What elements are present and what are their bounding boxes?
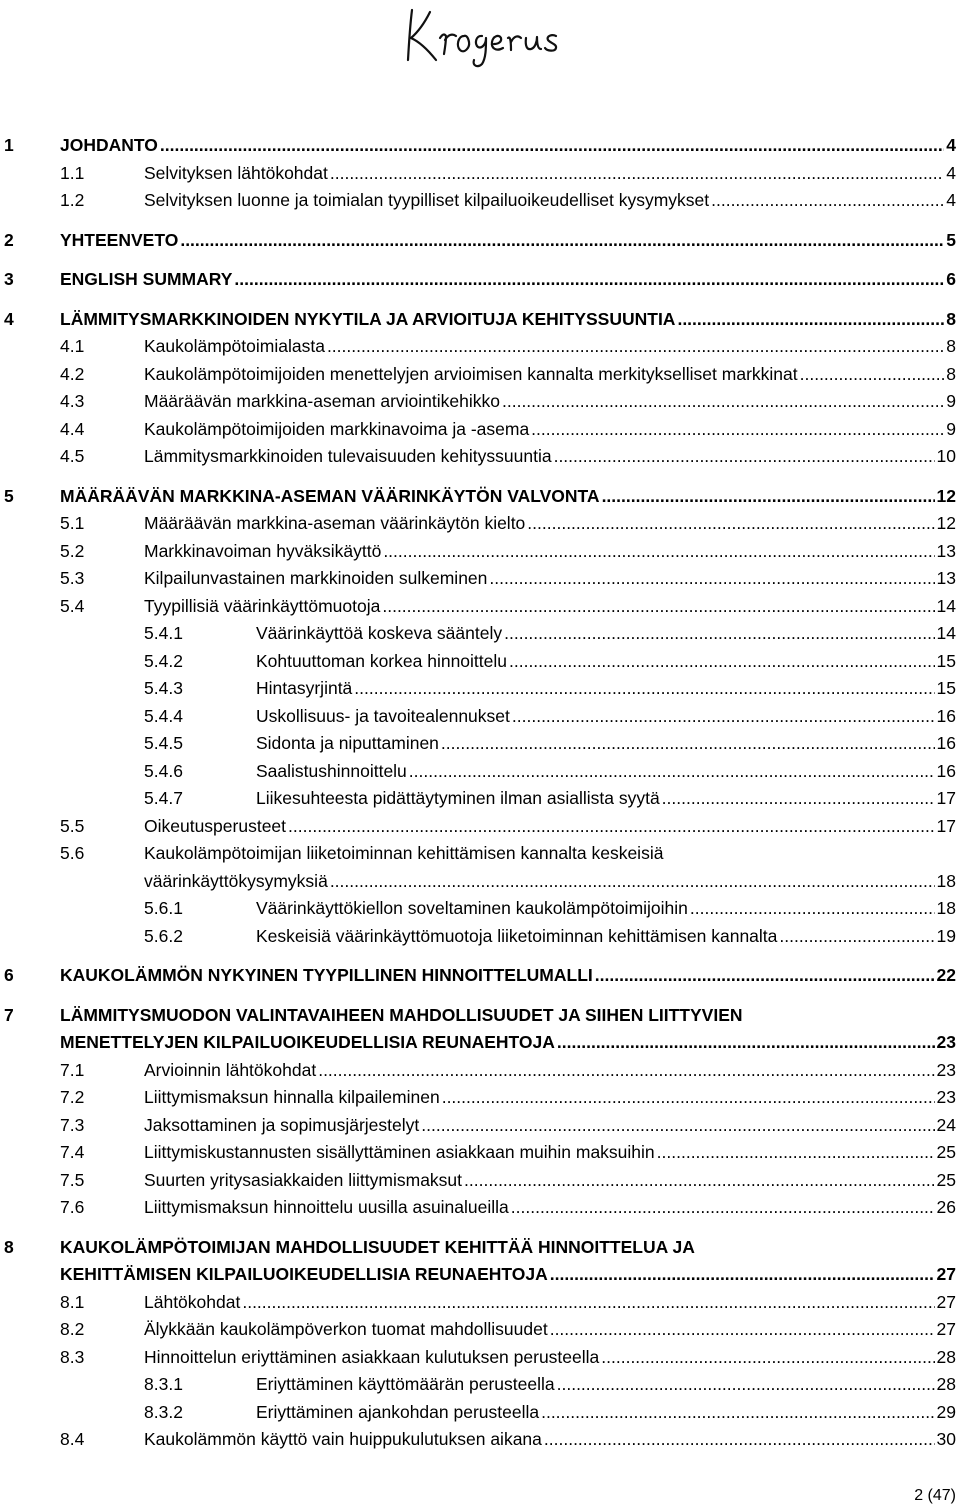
toc-page-number: 23 (936, 1087, 956, 1107)
toc-number: 7.5 (60, 1169, 85, 1190)
toc-page-number: 16 (936, 760, 956, 781)
toc-number: 5.6.2 (144, 925, 183, 946)
toc-page-number: 12 (936, 485, 956, 506)
toc-page-number: 18 (936, 898, 956, 918)
toc-page-number: 5 (946, 229, 956, 250)
toc-row[interactable] (0, 538, 960, 565)
toc-page-number: 17 (936, 815, 956, 836)
toc-page-number: 14 (936, 623, 956, 643)
toc-dot-leader (409, 758, 935, 785)
toc-row[interactable] (0, 1426, 960, 1453)
toc-number: 8.3.1 (144, 1374, 183, 1394)
toc-title: Markkinavoiman hyväksikäyttö (144, 540, 382, 561)
toc-dot-leader (288, 813, 935, 840)
toc-dot-leader (160, 132, 944, 159)
toc-title-continued: KEHITTÄMISEN KILPAILUOIKEUDELLISIA REUNAEHTOJA (60, 1264, 548, 1284)
toc-dot-leader (554, 443, 935, 470)
toc-title: Hintasyrjintä (256, 678, 353, 698)
toc-page-number: 24 (936, 1114, 956, 1135)
toc-number: 1.2 (60, 190, 85, 210)
toc-dot-leader (382, 593, 934, 620)
toc-page-number: 16 (936, 733, 956, 753)
toc-row[interactable] (0, 730, 960, 757)
toc-page-number: 12 (936, 513, 956, 533)
toc-page-number: 4 (946, 162, 956, 183)
toc-page-number: 19 (936, 925, 956, 946)
toc-dot-leader (800, 361, 945, 388)
toc-page-number: 8 (946, 336, 956, 356)
toc-row[interactable] (0, 895, 960, 922)
toc-title: Eriyttäminen ajankohdan perusteella (256, 1401, 540, 1422)
toc-dot-leader (327, 333, 944, 360)
toc-number: 5.4.5 (144, 733, 183, 753)
toc-title: YHTEENVETO (60, 229, 179, 250)
toc-row[interactable] (0, 620, 960, 647)
toc-dot-leader (711, 187, 944, 214)
toc-dot-leader (662, 785, 935, 812)
toc-page-number: 15 (936, 650, 956, 671)
toc-title: Jaksottaminen ja sopimusjärjestelyt (144, 1114, 420, 1135)
toc-number: 1.1 (60, 162, 85, 183)
toc-row[interactable] (0, 416, 960, 443)
toc-row[interactable] (0, 703, 960, 730)
toc-number: 5.4.7 (144, 788, 183, 808)
toc-page-number: 13 (936, 568, 956, 588)
toc-page-number: 17 (936, 788, 956, 808)
toc-title: Kaukolämpötoimijoiden markkinavoima ja -asema (144, 418, 530, 439)
toc-row[interactable] (0, 758, 960, 785)
toc-row[interactable] (0, 1371, 960, 1398)
toc-number: 4.4 (60, 418, 85, 439)
toc-number: 1 (4, 135, 14, 155)
toc-row[interactable] (0, 132, 960, 159)
toc-number: 5.4.6 (144, 760, 183, 781)
toc-page-number: 27 (936, 1264, 956, 1284)
toc-title: Liikesuhteesta pidättäytyminen ilman asiallista syytä (256, 788, 660, 808)
toc-row[interactable] (0, 388, 960, 415)
toc-title: MÄÄRÄÄVÄN MARKKINA-ASEMAN VÄÄRINKÄYTÖN VALVONTA (60, 485, 600, 506)
toc-number: 7 (4, 1004, 14, 1025)
toc-dot-leader (657, 1139, 935, 1166)
toc-dot-leader (550, 1316, 935, 1343)
toc-row[interactable] (0, 1112, 960, 1139)
toc-dot-leader (601, 1344, 934, 1371)
toc-title: Kaukolämpötoimijoiden menettelyjen arvioimisen kannalta merkitykselliset markkinat (144, 363, 798, 384)
toc-dot-leader (502, 388, 944, 415)
toc-dot-leader (544, 1426, 935, 1453)
toc-number: 8.1 (60, 1291, 85, 1312)
toc-row[interactable] (0, 1029, 960, 1056)
toc-row[interactable] (0, 593, 960, 620)
toc-number: 8.2 (60, 1319, 85, 1339)
toc-title: Oikeutusperusteet (144, 815, 287, 836)
toc-page-number: 25 (936, 1142, 956, 1162)
toc-row[interactable] (0, 813, 960, 840)
toc-dot-leader (512, 703, 935, 730)
toc-number: 4.3 (60, 391, 85, 411)
toc-page-number: 25 (936, 1169, 956, 1190)
toc-page-number: 13 (936, 540, 956, 561)
toc-title: Selvityksen luonne ja toimialan tyypilliset kilpailuoikeudelliset kysymykset (144, 190, 710, 210)
toc-dot-leader (242, 1289, 934, 1316)
toc-title: Kaukolämpötoimijan liiketoiminnan kehittämisen kannalta keskeisiä (144, 843, 664, 863)
toc-dot-leader (595, 962, 935, 989)
toc-title: Suurten yritysasiakkaiden liittymismaksut (144, 1169, 463, 1190)
toc-dot-leader (441, 730, 935, 757)
toc-number: 2 (4, 229, 14, 250)
toc-page-number: 4 (946, 135, 956, 155)
toc-page-number: 30 (936, 1429, 956, 1449)
toc-title: Määräävän markkina-aseman arviointikehikko (144, 391, 500, 411)
toc-dot-leader (690, 895, 935, 922)
toc-title: Arvioinnin lähtökohdat (144, 1059, 317, 1080)
toc-row[interactable] (0, 443, 960, 470)
toc-title: JOHDANTO (60, 135, 158, 155)
toc-dot-leader (527, 510, 934, 537)
toc-row[interactable] (0, 266, 960, 293)
toc-dot-leader (509, 648, 935, 675)
toc-row[interactable] (0, 227, 960, 254)
toc-dot-leader (421, 1112, 934, 1139)
toc-row[interactable] (0, 361, 960, 388)
toc-dot-leader (557, 1029, 935, 1056)
toc-title: LÄMMITYSMARKKINOIDEN NYKYTILA JA ARVIOITUJA KEHITYSSUUNTIA (60, 308, 676, 329)
toc-number: 7.2 (60, 1087, 85, 1107)
toc-title: Selvityksen lähtökohdat (144, 162, 328, 183)
toc-row[interactable] (0, 1289, 960, 1316)
toc-row[interactable] (0, 840, 960, 867)
toc-title: Väärinkäyttökiellon soveltaminen kaukolämpötoimijoihin (256, 898, 688, 918)
toc-title: Eriyttäminen käyttömäärän perusteella (256, 1374, 555, 1394)
toc-title: Uskollisuus- ja tavoitealennukset (256, 705, 510, 726)
toc-page-number: 28 (936, 1346, 956, 1367)
toc-number: 7.1 (60, 1059, 85, 1080)
toc-page-number: 15 (936, 678, 956, 698)
toc-row[interactable] (0, 1399, 960, 1426)
toc-row[interactable] (0, 1002, 960, 1029)
toc-number: 4.1 (60, 336, 85, 356)
toc-title: Saalistushinnoittelu (256, 760, 407, 781)
toc-title: Lämmitysmarkkinoiden tulevaisuuden kehityssuuntia (144, 446, 552, 466)
toc-row[interactable] (0, 1234, 960, 1261)
toc-dot-leader (383, 538, 934, 565)
toc-dot-leader (464, 1167, 935, 1194)
toc-row[interactable] (0, 1167, 960, 1194)
toc-number: 5.4.2 (144, 650, 183, 671)
toc-dot-leader (779, 923, 934, 950)
toc-dot-leader (442, 1084, 935, 1111)
toc-title: Liittymismaksun hinnoittelu uusilla asuinalueilla (144, 1197, 509, 1217)
toc-title: KAUKOLÄMMÖN NYKYINEN TYYPILLINEN HINNOITTELUMALLI (60, 965, 593, 985)
toc-number: 8.3.2 (144, 1401, 183, 1422)
toc-dot-leader (318, 1057, 934, 1084)
toc-title: Lähtökohdat (144, 1291, 241, 1312)
toc-dot-leader (677, 306, 944, 333)
toc-number: 5.6.1 (144, 898, 183, 918)
toc-row[interactable] (0, 648, 960, 675)
toc-dot-leader (602, 483, 935, 510)
toc-number: 5 (4, 485, 14, 506)
toc-number: 7.6 (60, 1197, 85, 1217)
toc-title: KAUKOLÄMPÖTOIMIJAN MAHDOLLISUUDET KEHITTÄÄ HINNOITTELUA JA (60, 1236, 695, 1257)
toc-row[interactable] (0, 565, 960, 592)
toc-row[interactable] (0, 160, 960, 187)
toc-number: 5.4.4 (144, 705, 183, 726)
toc-title: Hinnoittelun eriyttäminen asiakkaan kulutuksen perusteella (144, 1346, 600, 1367)
toc-number: 7.4 (60, 1142, 85, 1162)
toc-title: Kilpailunvastainen markkinoiden sulkeminen (144, 568, 488, 588)
toc-row[interactable] (0, 1139, 960, 1166)
toc-row[interactable] (0, 785, 960, 812)
toc-number: 8 (4, 1236, 14, 1257)
toc-row[interactable] (0, 510, 960, 537)
toc-number: 4.5 (60, 446, 85, 466)
toc-row[interactable] (0, 675, 960, 702)
toc-number: 6 (4, 965, 14, 985)
page-number: 2 (47) (914, 1487, 956, 1504)
toc-dot-leader (330, 160, 944, 187)
toc-title: Tyypillisiä väärinkäyttömuotoja (144, 595, 381, 616)
toc-page-number: 26 (936, 1197, 956, 1217)
toc-number: 8.4 (60, 1429, 85, 1449)
toc-row[interactable] (0, 1344, 960, 1371)
toc-row[interactable] (0, 1261, 960, 1288)
toc-page-number: 29 (936, 1401, 956, 1422)
toc-page-number: 18 (936, 870, 956, 891)
toc-dot-leader (180, 227, 944, 254)
toc-page-number: 9 (946, 391, 956, 411)
toc-row[interactable] (0, 1057, 960, 1084)
toc-row[interactable] (0, 306, 960, 333)
toc-number: 3 (4, 269, 14, 289)
toc-number: 7.3 (60, 1114, 85, 1135)
toc-title-continued: MENETTELYJEN KILPAILUOIKEUDELLISIA REUNAEHTOJA (60, 1032, 555, 1052)
toc-title: Kaukolämmön käyttö vain huippukulutuksen aikana (144, 1429, 542, 1449)
toc-title: Kohtuuttoman korkea hinnoittelu (256, 650, 507, 671)
toc-title: Sidonta ja niputtaminen (256, 733, 439, 753)
toc-page-number: 14 (936, 595, 956, 616)
toc-page-number: 8 (946, 308, 956, 329)
toc-page-number: 4 (946, 190, 956, 210)
toc-page-number: 9 (946, 418, 956, 439)
toc-title: Keskeisiä väärinkäyttömuotoja liiketoiminnan kehittämisen kannalta (256, 925, 778, 946)
toc-number: 4.2 (60, 363, 85, 384)
toc-row[interactable] (0, 1084, 960, 1111)
toc-dot-leader (550, 1261, 935, 1288)
toc-dot-leader (354, 675, 934, 702)
toc-number: 4 (4, 308, 14, 329)
toc-row[interactable] (0, 868, 960, 895)
toc-page-number: 27 (936, 1291, 956, 1312)
toc-row[interactable] (0, 1194, 960, 1221)
toc-number: 5.1 (60, 513, 85, 533)
toc-row[interactable] (0, 187, 960, 214)
toc-title: Älykkään kaukolämpöverkon tuomat mahdollisuudet (144, 1319, 548, 1339)
toc-title: Väärinkäyttöä koskeva sääntely (256, 623, 503, 643)
toc-row[interactable] (0, 1316, 960, 1343)
toc-number: 5.5 (60, 815, 85, 836)
krogerus-signature-logo (400, 2, 570, 72)
toc-number: 8.3 (60, 1346, 85, 1367)
toc-page-number: 10 (936, 446, 956, 466)
toc-page-number: 28 (936, 1374, 956, 1394)
toc-page-number: 27 (936, 1319, 956, 1339)
krogerus-logo (400, 2, 570, 72)
toc-row[interactable] (0, 483, 960, 510)
toc-title: Liittymiskustannusten sisällyttäminen asiakkaan muihin maksuihin (144, 1142, 655, 1162)
toc-dot-leader (557, 1371, 935, 1398)
toc-dot-leader (511, 1194, 935, 1221)
toc-title: Kaukolämpötoimialasta (144, 336, 325, 356)
toc-number: 5.6 (60, 843, 85, 863)
toc-page-number: 23 (936, 1059, 956, 1080)
toc-title: Liittymismaksun hinnalla kilpaileminen (144, 1087, 440, 1107)
toc-page-number: 6 (946, 269, 956, 289)
toc-page-number: 16 (936, 705, 956, 726)
toc-dot-leader (234, 266, 944, 293)
toc-row[interactable] (0, 333, 960, 360)
toc-page-number: 23 (936, 1032, 956, 1052)
toc-title-continued: väärinkäyttökysymyksiä (144, 870, 328, 891)
toc-number: 5.4.1 (144, 623, 183, 643)
toc-number: 5.4 (60, 595, 85, 616)
toc-dot-leader (504, 620, 934, 647)
toc-number: 5.4.3 (144, 678, 183, 698)
toc-page-number: 22 (936, 965, 956, 985)
toc-page-number: 8 (946, 363, 956, 384)
toc-dot-leader (489, 565, 934, 592)
toc-row[interactable] (0, 923, 960, 950)
toc-dot-leader (330, 868, 935, 895)
toc-number: 5.2 (60, 540, 85, 561)
toc-title: LÄMMITYSMUODON VALINTAVAIHEEN MAHDOLLISUUDET JA SIIHEN LIITTYVIEN (60, 1004, 743, 1025)
toc-number: 5.3 (60, 568, 85, 588)
toc-title: Määräävän markkina-aseman väärinkäytön kielto (144, 513, 526, 533)
toc-title: ENGLISH SUMMARY (60, 269, 233, 289)
toc-row[interactable] (0, 962, 960, 989)
toc-dot-leader (541, 1399, 934, 1426)
toc-dot-leader (531, 416, 944, 443)
